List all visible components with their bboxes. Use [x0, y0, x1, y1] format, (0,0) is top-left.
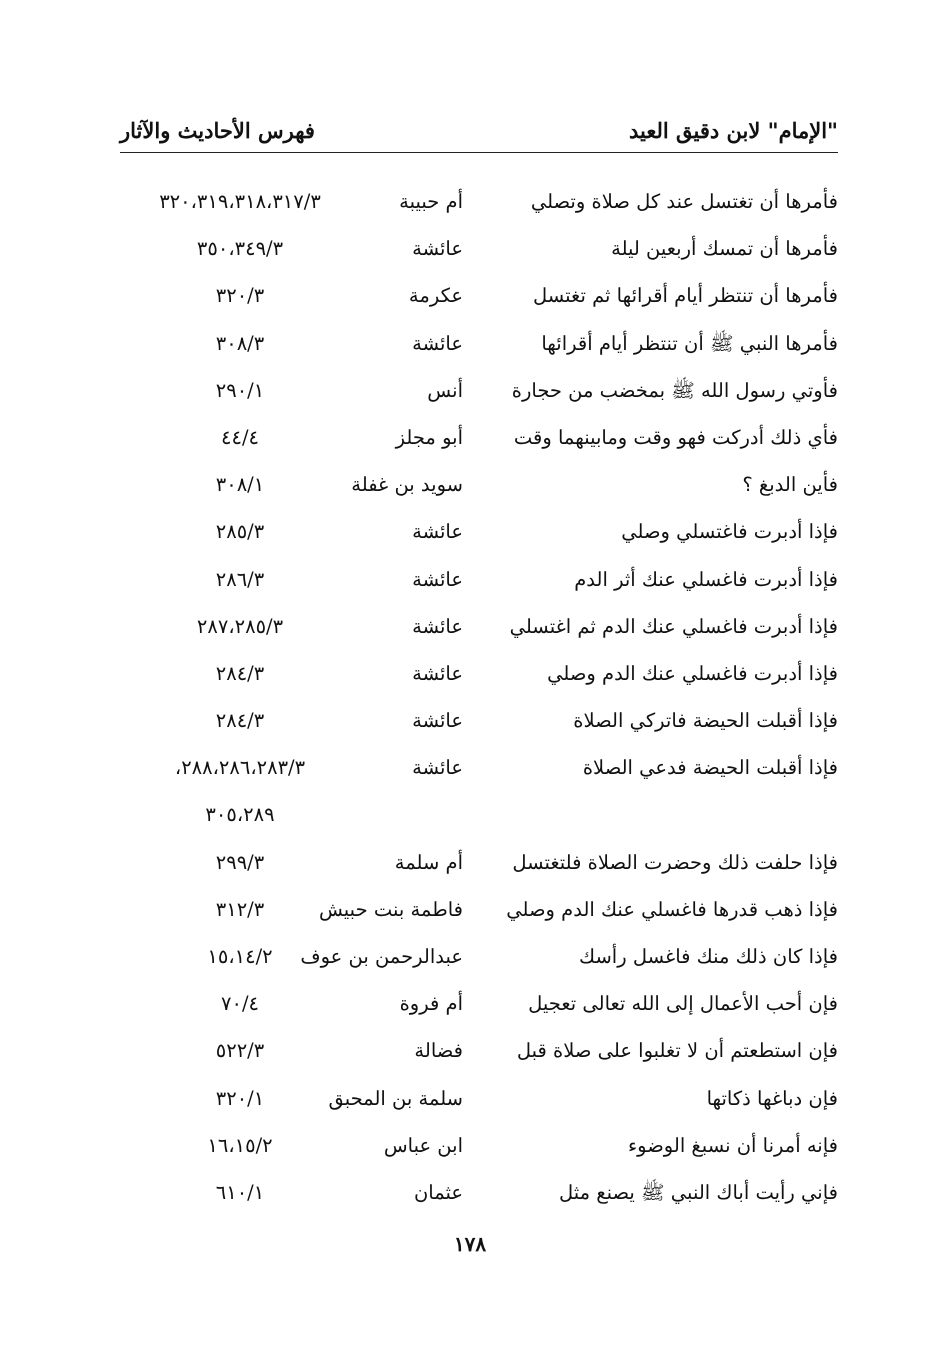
narrator-name: عائشة — [412, 661, 463, 685]
index-row — [120, 320, 838, 367]
book-title: "الإمام" لابن دقيق العيد — [628, 118, 838, 143]
hadith-text: فأمرها أن تنتظر أيام أقرائها ثم تغتسل — [533, 284, 838, 308]
volume-page-reference: ٣١٢/٣ — [215, 897, 265, 921]
index-row — [120, 839, 838, 886]
hadith-text: فإذا أدبرت فاغسلي عنك أثر الدم — [574, 567, 838, 591]
volume-page-reference: ٣٥٠،٣٤٩/٣ — [196, 237, 284, 261]
narrator-name: سويد بن غفلة — [351, 473, 463, 497]
volume-page-reference: ٢٨٥/٣ — [215, 520, 265, 544]
narrator-name: عثمان — [413, 1180, 463, 1204]
hadith-text: فأين الدبغ ؟ — [742, 473, 838, 497]
hadith-text: فإذا أقبلت الحيضة فاتركي الصلاة — [573, 709, 838, 733]
volume-page-reference: ٢٨٤/٣ — [215, 709, 265, 733]
narrator-name: فضالة — [414, 1039, 463, 1063]
hadith-text: فإذا أدبرت فاغتسلي وصلي — [621, 520, 838, 544]
hadith-text: فإن أحب الأعمال إلى الله تعالى تعجيل — [528, 992, 838, 1016]
hadith-index-list — [120, 178, 838, 1216]
hadith-text: فإذا حلفت ذلك وحضرت الصلاة فلتغتسل — [512, 850, 838, 874]
index-row — [120, 886, 838, 933]
hadith-text: فإن استطعتم أن لا تغلبوا على صلاة قبل — [516, 1039, 838, 1063]
narrator-name: أم سلمة — [394, 850, 463, 874]
volume-page-reference: ٢٩٠/١ — [215, 378, 265, 402]
volume-page-reference: ١٦،١٥/٢ — [207, 1133, 273, 1157]
index-row — [120, 980, 838, 1027]
index-row — [120, 272, 838, 319]
volume-page-reference: ٣٠٨/٣ — [215, 331, 265, 355]
narrator-name: عائشة — [412, 520, 463, 544]
volume-page-reference: ٣٠٨/١ — [215, 473, 265, 497]
index-row — [120, 650, 838, 697]
volume-page-reference: ٥٢٢/٣ — [215, 1039, 265, 1063]
index-row — [120, 414, 838, 461]
hadith-text: فأمرها أن تمسك أربعين ليلة — [611, 237, 838, 261]
hadith-text: فإذا ذهب قدرها فاغسلي عنك الدم وصلي — [506, 897, 838, 921]
hadith-text: فأوتي رسول الله ﷺ بمخضب من حجارة — [511, 378, 838, 402]
section-title: فهرس الأحاديث والآثار — [120, 118, 315, 143]
index-row — [120, 508, 838, 555]
volume-page-reference: ٢٨٦/٣ — [215, 567, 265, 591]
index-row — [120, 225, 838, 272]
narrator-name: أم فروة — [399, 992, 463, 1016]
volume-page-reference: ٣٠٥،٢٨٩ — [205, 803, 275, 827]
hadith-text: فإذا كان ذلك منك فاغسل رأسك — [579, 945, 838, 968]
index-row — [120, 461, 838, 508]
header-divider — [120, 152, 838, 153]
volume-page-reference: ٢٩٩/٣ — [215, 850, 265, 874]
volume-page-reference: ٧٠/٤ — [221, 992, 259, 1016]
narrator-name: عائشة — [412, 237, 463, 261]
page-number: ١٧٨ — [453, 1232, 487, 1256]
volume-page-reference: ٢٨٧،٢٨٥/٣ — [196, 614, 284, 638]
narrator-name: سلمة بن المحبق — [328, 1086, 463, 1110]
hadith-text: فإنه أمرنا أن نسبغ الوضوء — [628, 1133, 838, 1157]
volume-page-reference: ٦١٠/١ — [215, 1180, 265, 1204]
volume-page-reference: ٢٨٤/٣ — [215, 661, 265, 685]
hadith-text: فإذا أقبلت الحيضة فدعي الصلاة — [582, 756, 838, 780]
hadith-text: فأمرها أن تغتسل عند كل صلاة وتصلي — [530, 190, 838, 213]
narrator-name: عائشة — [412, 331, 463, 355]
index-row — [120, 603, 838, 650]
hadith-text: فإن دباغها ذكاتها — [706, 1086, 838, 1110]
index-row — [120, 556, 838, 603]
index-row — [120, 178, 838, 225]
narrator-name: عائشة — [412, 756, 463, 780]
volume-page-reference: ٢٨٨،٢٨٦،٢٨٣/٣، — [174, 756, 306, 780]
volume-page-reference: ٤٤/٤ — [221, 425, 259, 449]
index-row — [120, 1122, 838, 1169]
narrator-name: عائشة — [412, 567, 463, 591]
narrator-name: أنس — [427, 378, 463, 402]
hadith-text: فأمرها النبي ﷺ أن تنتظر أيام أقرائها — [541, 331, 838, 355]
hadith-text: فإذا أدبرت فاغسلي عنك الدم وصلي — [547, 661, 838, 685]
volume-page-reference: ٣٢٠،٣١٩،٣١٨،٣١٧/٣ — [159, 190, 321, 213]
index-row — [120, 744, 838, 791]
index-row — [120, 367, 838, 414]
narrator-name: عكرمة — [408, 284, 463, 308]
narrator-name: أم حبيبة — [399, 190, 463, 213]
hadith-text: فإني رأيت أباك النبي ﷺ يصنع مثل — [558, 1180, 838, 1204]
narrator-name: أبو مجلز — [395, 425, 463, 449]
narrator-name: ابن عباس — [383, 1133, 463, 1157]
index-row — [120, 1169, 838, 1216]
hadith-text: فأي ذلك أدركت فهو وقت ومابينهما وقت — [513, 425, 838, 449]
volume-page-reference: ١٥،١٤/٢ — [207, 945, 273, 968]
index-row — [120, 933, 838, 980]
running-header — [120, 112, 838, 152]
hadith-text: فإذا أدبرت فاغسلي عنك الدم ثم اغتسلي — [509, 614, 838, 638]
index-row — [120, 697, 838, 744]
narrator-name: عبدالرحمن بن عوف — [300, 945, 463, 968]
index-row — [120, 1075, 838, 1122]
index-row — [120, 1027, 838, 1074]
volume-page-reference: ٣٢٠/٣ — [215, 284, 265, 308]
narrator-name: فاطمة بنت حبيش — [318, 897, 463, 921]
index-row-continuation — [120, 791, 838, 838]
narrator-name: عائشة — [412, 614, 463, 638]
volume-page-reference: ٣٢٠/١ — [215, 1086, 265, 1110]
narrator-name: عائشة — [412, 709, 463, 733]
